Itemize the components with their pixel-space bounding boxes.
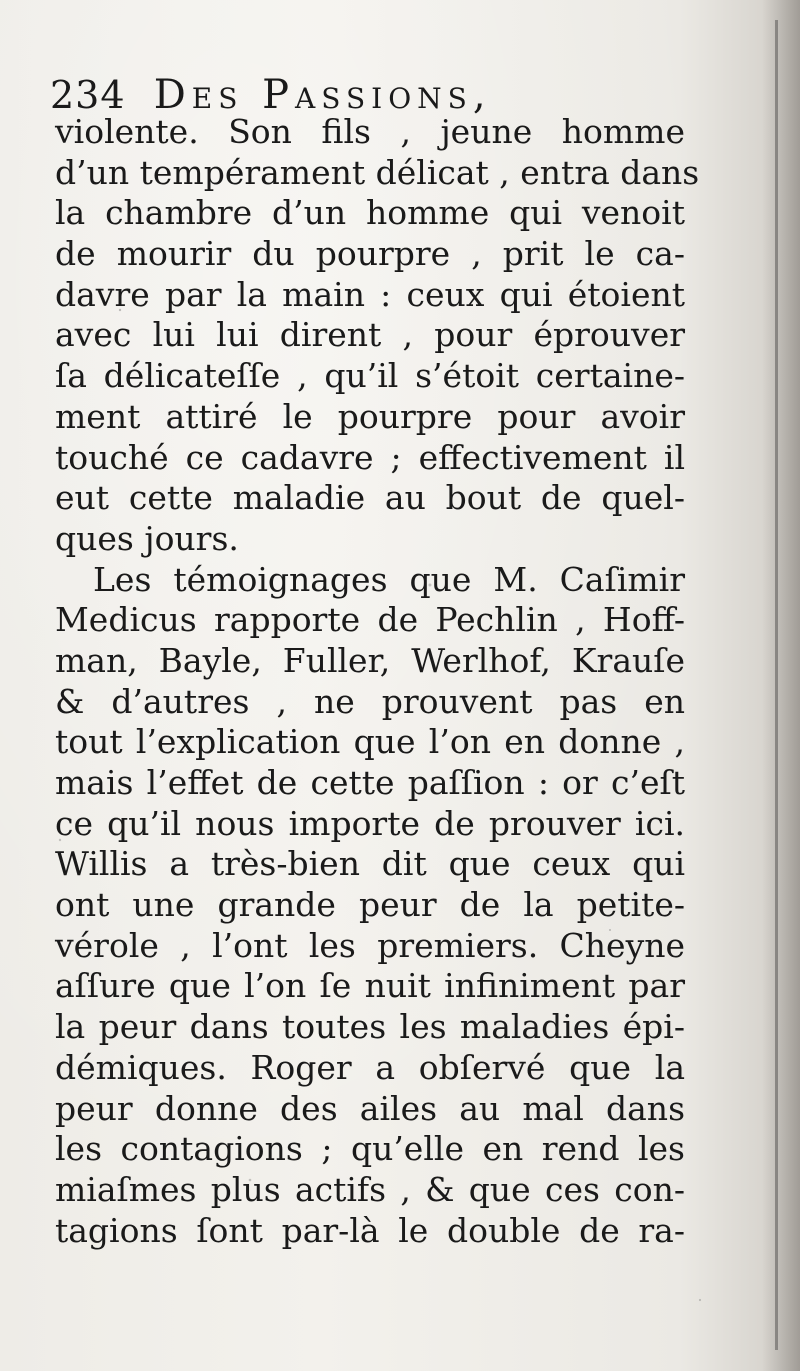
text-line: Willis a très-bien dit que ceux qui xyxy=(55,844,685,884)
paragraph-end-line: ques jours. xyxy=(55,518,239,558)
text-line: d’un tempérament délicat , entra dans xyxy=(55,152,700,192)
text-line: ment attiré le pourpre pour avoir xyxy=(55,396,685,436)
text-line: tout l’explication que l’on en donne , xyxy=(55,722,685,762)
text-line: aſſure que l’on ſe nuit infiniment par xyxy=(55,966,685,1006)
body-text xyxy=(55,112,700,1251)
text-line: eut cette maladie au bout de quel- xyxy=(55,478,685,518)
text-line: touché ce cadavre ; effectivement il xyxy=(55,437,685,477)
text-line: tagions ſont par-là le double de ra- xyxy=(55,1210,685,1250)
text-line: mais l’effet de cette paſſion : or c’eſt xyxy=(55,763,685,802)
text-line: man, Bayle, Fuller, Werlhof, Krauſe xyxy=(55,640,685,680)
text-line: davre par la main : ceux qui étoient xyxy=(55,274,685,314)
text-line: ſa délicateſſe , qu’il s’étoit certaine- xyxy=(55,356,685,396)
text-line: miaſmes plus actifs , & que ces con- xyxy=(55,1169,685,1209)
binding-edge xyxy=(775,20,778,1350)
text-line: la chambre d’un homme qui venoit xyxy=(55,193,685,233)
text-line: avec lui lui dirent , pour éprouver xyxy=(55,315,685,355)
page-gutter-shadow xyxy=(762,0,800,1371)
text-line: la peur dans toutes les maladies épi- xyxy=(55,1007,685,1047)
text-line: ont une grande peur de la petite- xyxy=(55,885,685,925)
text-line: démiques. Roger a obſervé que la xyxy=(55,1047,685,1087)
text-line: ce qu’il nous importe de prouver ici. xyxy=(55,803,685,843)
text-line: de mourir du pourpre , prit le ca- xyxy=(55,234,685,274)
text-line: peur donne des ailes au mal dans xyxy=(55,1088,685,1128)
text-line: Medicus rapporte de Pechlin , Hoff- xyxy=(55,600,685,640)
page-number: 234 xyxy=(50,73,126,117)
running-head-title: Des Passions, xyxy=(153,72,492,118)
text-line: violente. Son fils , jeune homme xyxy=(55,112,685,151)
paragraph-start-line: Les témoignages que M. Caſimir xyxy=(93,559,685,599)
text-line: vérole , l’ont les premiers. Cheyne xyxy=(55,925,685,965)
text-line: & d’autres , ne prouvent pas en xyxy=(55,681,685,721)
text-line: les contagions ; qu’elle en rend les xyxy=(55,1129,685,1169)
